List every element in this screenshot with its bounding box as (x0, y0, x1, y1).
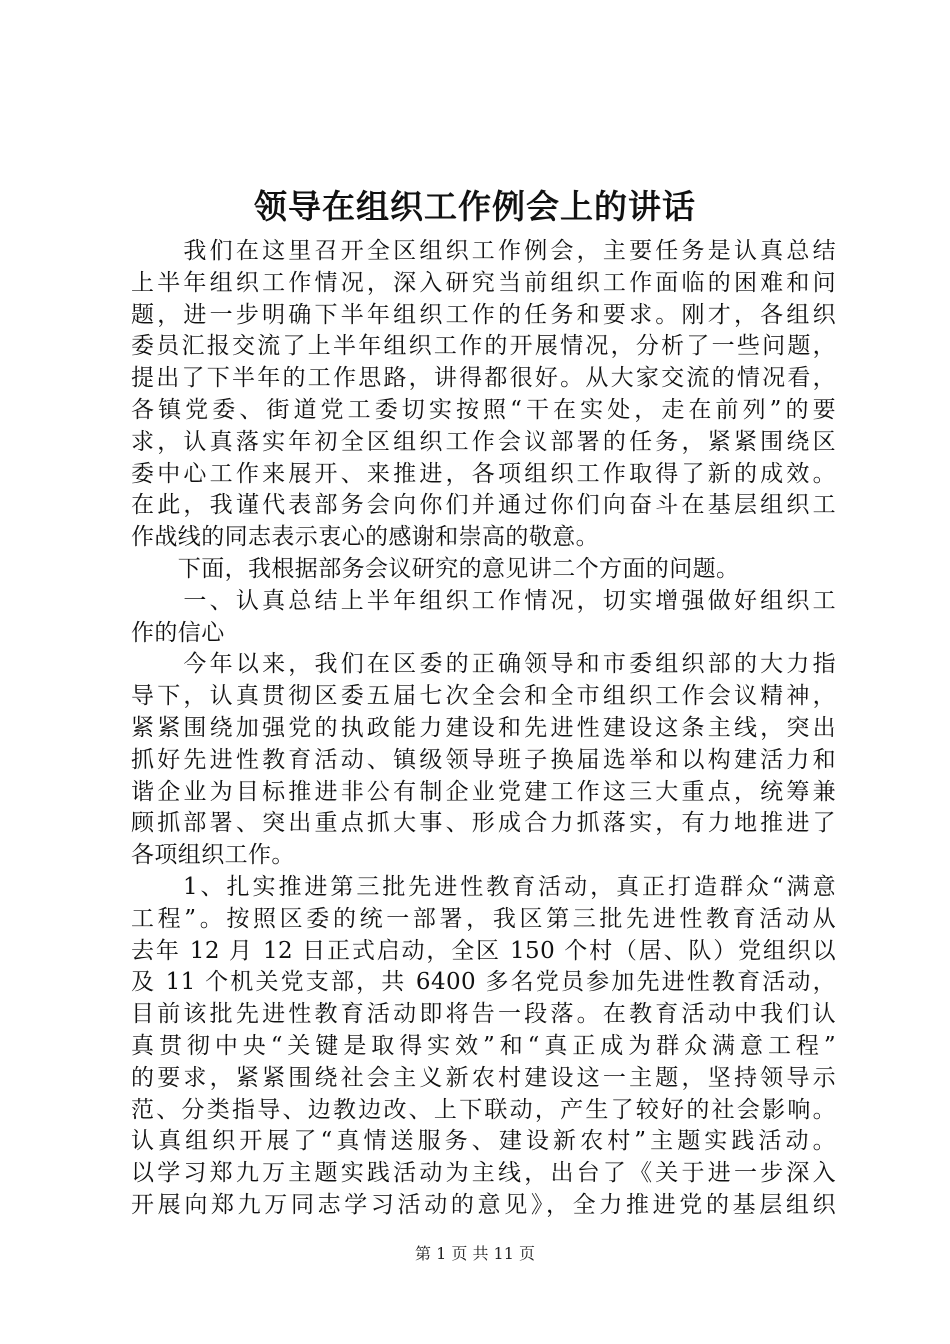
text-line: 的要求，紧紧围绕社会主义新农村建设这一主题，坚持领导示 (131, 1064, 836, 1091)
text-line: 真贯彻中央“关键是取得实效”和“真正成为群众满意工程” (131, 1032, 836, 1059)
text-line: 作战线的同志表示衷心的感谢和崇高的敬意。 (131, 524, 599, 551)
text-line: 题，进一步明确下半年组织工作的任务和要求。刚才，各组织 (131, 301, 836, 328)
text-line: 认真组织开展了“真情送服务、建设新农村”主题实践活动。 (131, 1128, 836, 1155)
text-line: 作的信心 (131, 619, 225, 646)
text-line: 委员汇报交流了上半年组织工作的开展情况，分析了一些问题， (131, 333, 836, 360)
text-line: 导下，认真贯彻区委五届七次全会和全市组织工作会议精神， (131, 683, 836, 710)
text-line: 上半年组织工作情况，深入研究当前组织工作面临的困难和问 (131, 269, 836, 296)
text-line: 及 11 个机关党支部，共 6400 多名党员参加先进性教育活动， (131, 969, 836, 996)
text-line: 开展向郑九万同志学习活动的意见》，全力推进党的基层组织 (131, 1191, 836, 1218)
text-line: 谐企业为目标推进非公有制企业党建工作这三大重点，统筹兼 (131, 778, 836, 805)
text-line: 求，认真落实年初全区组织工作会议部署的任务，紧紧围绕区 (131, 428, 836, 455)
text-line: 一、认真总结上半年组织工作情况，切实增强做好组织工 (131, 587, 836, 614)
text-line: 1、扎实推进第三批先进性教育活动，真正打造群众“满意 (131, 873, 836, 900)
text-line: 顾抓部署、突出重点抓大事、形成合力抓落实，有力地推进了 (131, 810, 836, 837)
text-line: 紧紧围绕加强党的执政能力建设和先进性建设这条主线，突出 (131, 714, 836, 741)
text-line: 我们在这里召开全区组织工作例会，主要任务是认真总结 (131, 238, 836, 264)
document-body (131, 236, 836, 1222)
text-line: 目前该批先进性教育活动即将告一段落。在教育活动中我们认 (131, 1001, 836, 1028)
text-line: 在此，我谨代表部务会向你们并通过你们向奋斗在基层组织工 (131, 492, 836, 519)
text-line: 范、分类指导、边教边改、上下联动，产生了较好的社会影响。 (131, 1096, 836, 1123)
text-line: 下面，我根据部务会议研究的意见讲二个方面的问题。 (131, 555, 740, 582)
page-footer: 第 1 页 共 11 页 (415, 1244, 535, 1263)
text-line: 抓好先进性教育活动、镇级领导班子换届选举和以构建活力和 (131, 746, 836, 773)
text-line: 各镇党委、街道党工委切实按照“干在实处，走在前列”的要 (131, 396, 836, 423)
text-line: 工程”。按照区委的统一部署，我区第三批先进性教育活动从 (131, 905, 836, 932)
text-line: 委中心工作来展开、来推进，各项组织工作取得了新的成效。 (131, 460, 836, 487)
text-line: 今年以来，我们在区委的正确领导和市委组织部的大力指 (131, 651, 836, 678)
text-line: 去年 12 月 12 日正式启动，全区 150 个村（居、队）党组织以 (131, 937, 836, 964)
text-line: 提出了下半年的工作思路，讲得都很好。从大家交流的情况看， (131, 365, 836, 392)
document-title: 领导在组织工作例会上的讲话 (254, 187, 696, 226)
text-line: 以学习郑九万主题实践活动为主线，出台了《关于进一步深入 (131, 1160, 836, 1187)
text-line: 各项组织工作。 (131, 842, 295, 869)
